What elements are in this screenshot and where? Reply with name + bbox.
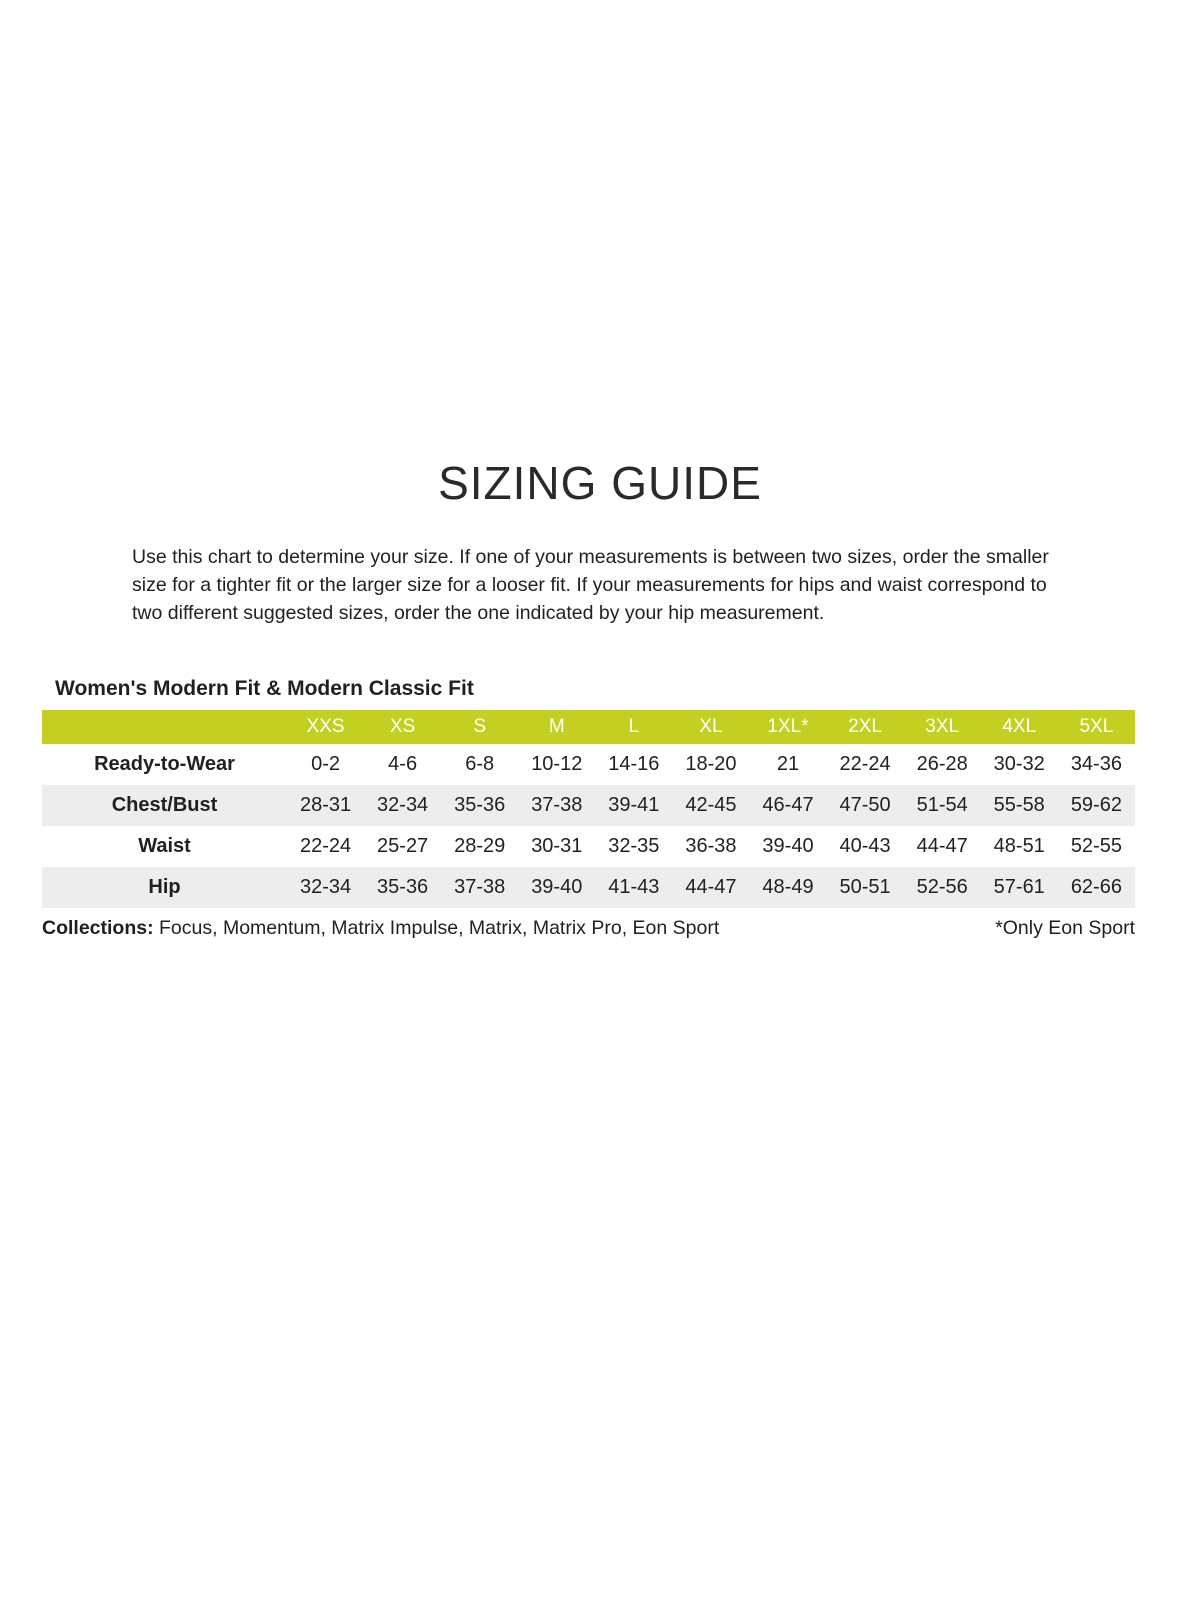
- size-cell: 32-34: [377, 794, 429, 817]
- size-cell: 10-12: [531, 753, 583, 776]
- intro-paragraph: Use this chart to determine your size. If one of your measurements is between two sizes, order the smaller size for a tighter fit or the larger size for a looser fit. If your measurements for hips and waist correspond to two different suggested sizes, order the one indicated by your hip measurement.: [132, 545, 1049, 625]
- size-cell: 44-47: [916, 835, 968, 858]
- col-header-l: L: [595, 710, 672, 744]
- size-cell: 0-2: [311, 753, 340, 776]
- size-cell: 36-38: [685, 835, 737, 858]
- size-cell: 28-29: [454, 835, 506, 858]
- size-cell: 22-24: [839, 753, 891, 776]
- footnote: *Only Eon Sport: [995, 917, 1135, 940]
- collections-line: [42, 917, 1135, 940]
- size-cell: 51-54: [916, 794, 968, 817]
- col-header-5xl: 5XL: [1058, 710, 1135, 744]
- col-header-1xl: 1XL*: [749, 710, 826, 744]
- size-table: [42, 710, 1135, 908]
- col-header-xxs: XXS: [287, 710, 364, 744]
- size-cell: 39-40: [531, 876, 583, 899]
- size-cell: 6-8: [465, 753, 495, 776]
- col-header-xs: XS: [364, 710, 441, 744]
- size-cell: 25-27: [377, 835, 429, 858]
- size-cell: 34-36: [1070, 753, 1122, 776]
- size-cell: 50-51: [839, 876, 891, 899]
- size-cell: 37-38: [531, 794, 583, 817]
- size-cell: 22-24: [299, 835, 352, 858]
- size-cell: 40-43: [839, 835, 891, 858]
- collections-list: Focus, Momentum, Matrix Impulse, Matrix, Matrix Pro, Eon Sport: [153, 917, 720, 940]
- size-cell: 48-51: [993, 835, 1045, 858]
- size-cell: 42-45: [685, 794, 737, 817]
- size-cell: 32-34: [299, 876, 352, 899]
- section-title: Women's Modern Fit & Modern Classic Fit: [55, 677, 474, 701]
- row-waist: [42, 826, 1135, 867]
- size-cell: 39-40: [762, 835, 814, 858]
- collections-text: [42, 917, 719, 940]
- size-table-header-row: [42, 710, 1135, 744]
- row-label: Chest/Bust: [111, 794, 218, 817]
- size-cell: 18-20: [685, 753, 737, 776]
- row-chest-bust: [42, 785, 1135, 826]
- row-ready-to-wear: [42, 744, 1135, 785]
- size-cell: 14-16: [608, 753, 660, 776]
- size-cell: 32-35: [608, 835, 660, 858]
- size-cell: 39-41: [608, 794, 660, 817]
- size-cell: 59-62: [1070, 794, 1122, 817]
- size-cell: 52-55: [1070, 835, 1122, 858]
- size-cell: 55-58: [993, 794, 1045, 817]
- collections-label: Collections:: [42, 917, 154, 940]
- size-cell: 30-32: [993, 753, 1045, 776]
- row-label: Ready-to-Wear: [94, 753, 235, 776]
- page-title: SIZING GUIDE: [438, 457, 762, 509]
- row-hip: [42, 867, 1135, 908]
- corner-cell: [42, 710, 287, 744]
- size-cell: 26-28: [916, 753, 968, 776]
- col-header-xl: XL: [672, 710, 749, 744]
- size-cell: 28-31: [299, 794, 352, 817]
- size-cell: 48-49: [762, 876, 814, 899]
- size-cell: 44-47: [685, 876, 737, 899]
- size-cell: 52-56: [916, 876, 968, 899]
- size-cell: 35-36: [454, 794, 506, 817]
- col-header-m: M: [518, 710, 595, 744]
- size-cell: 62-66: [1070, 876, 1122, 899]
- size-cell: 46-47: [762, 794, 814, 817]
- size-cell: 4-6: [388, 753, 418, 776]
- col-header-3xl: 3XL: [904, 710, 981, 744]
- size-cell: 21: [776, 753, 800, 776]
- size-cell: 47-50: [839, 794, 891, 817]
- size-cell: 41-43: [608, 876, 660, 899]
- row-label: Hip: [148, 876, 181, 899]
- row-label: Waist: [138, 835, 191, 858]
- size-cell: 57-61: [993, 876, 1045, 899]
- col-header-2xl: 2XL: [827, 710, 904, 744]
- size-cell: 37-38: [454, 876, 506, 899]
- col-header-4xl: 4XL: [981, 710, 1058, 744]
- col-header-s: S: [441, 710, 518, 744]
- size-cell: 35-36: [377, 876, 429, 899]
- size-cell: 30-31: [531, 835, 583, 858]
